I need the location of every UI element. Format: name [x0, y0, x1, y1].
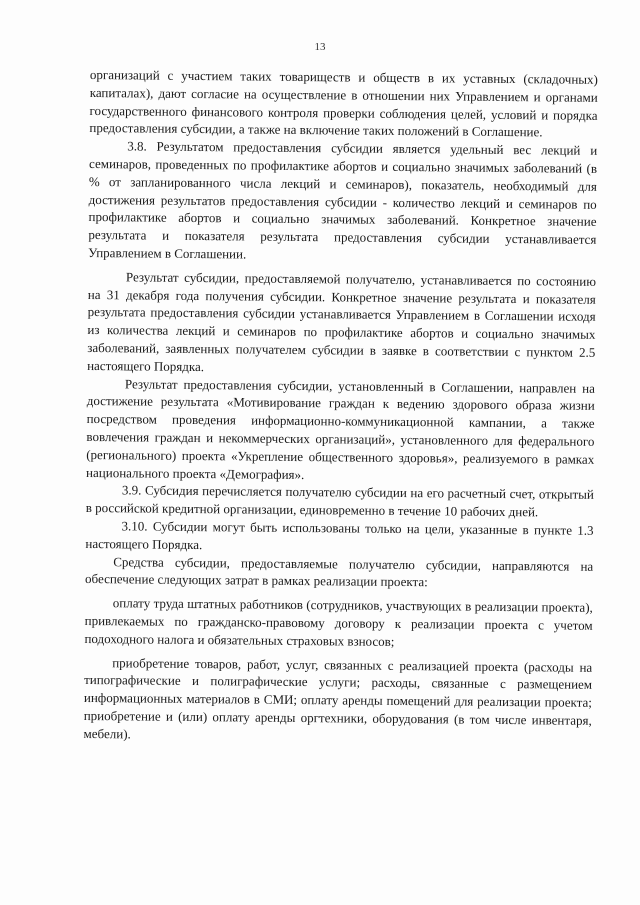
paragraph-result-goal: Результат предоставления субсидии, установленный в Соглашении, направлен на достижение результата «Мотивирование граждан к ведению здорового образа жизни посредством проведения информационно-коммуникационной кампании, а также вовлечения граждан и некоммерческих организаций», установленного для федерального (регионального) проекта «Укрепление общественного здоровья», реализуемого в рамках национального проекта «Демография». [86, 375, 596, 482]
paragraph-funds: Средства субсидии, предоставляемые получателю субсидии, направляются на обеспечение следующих затрат в рамках реализации проекта: [85, 553, 594, 590]
page-number: 13 [314, 41, 326, 53]
paragraph-continuation: организаций с участием таких товариществ и обществ в их уставных (складочных) капиталах), дают согласие на осуществление в отношении них Управлением и органами государственного финансового контроля проверки соблюдения целей, условий и порядка предоставления субсидии, а также на включение таких положений в Соглашение. [89, 66, 598, 140]
document-body [84, 66, 598, 747]
paragraph-result-subsidy: Результат субсидии, предоставляемой получателю, устанавливается по состоянию на 31 декабря года получения субсидии. Конкретное значение результата и показателя результата предоставления субсидии устанавливается Управлением в Соглашении исходя из количества лекций и семинаров по профилактике абортов и социально значимых заболеваний, заявленных получателем субсидии в заявке в соответствии с пунктом 2.5 настоящего Порядка. [87, 269, 597, 374]
paragraph-goods-services: приобретение товаров, работ, услуг, связанных с реализацией проекта (расходы на типографические и полиграфические услуги; расходы, связанные с размещением информационных материалов в СМИ; оплату аренды помещений для реализации проекта; приобретение и (или) оплату аренды оргтехники, оборудования (в том числе инвентаря, мебели). [83, 654, 593, 742]
paragraph-3-9: 3.9. Субсидия перечисляется получателю субсидии на его расчетный счет, открытый в российской кредитной организации, единовременно в течение 10 рабочих дней. [85, 482, 594, 520]
paragraph-3-10: 3.10. Субсидии могут быть использованы только на цели, указанные в пункте 1.3 настоящего Порядка. [85, 518, 594, 552]
paragraph-labor-costs: оплату труда штатных работников (сотрудников, участвующих в реализации проекта), привлекаемых по гражданско-правовому договору к реализации проекта с учетом подоходного налога и обязательных страховых взносов; [84, 595, 593, 649]
paragraph-3-8: 3.8. Результатом предоставления субсидии является удельный вес лекций и семинаров, проведенных по профилактике абортов и социально значимых заболеваний (в % от запланированного числа лекций и семинаров), показатель, необходимый для достижения результатов предоставления субсидии - количество лекций и семинаров по профилактике абортов и социально значимых заболеваний. Конкретное значение результата и показателя результата предоставления субсидии устанавливается Управлением в Соглашении. [88, 138, 598, 262]
